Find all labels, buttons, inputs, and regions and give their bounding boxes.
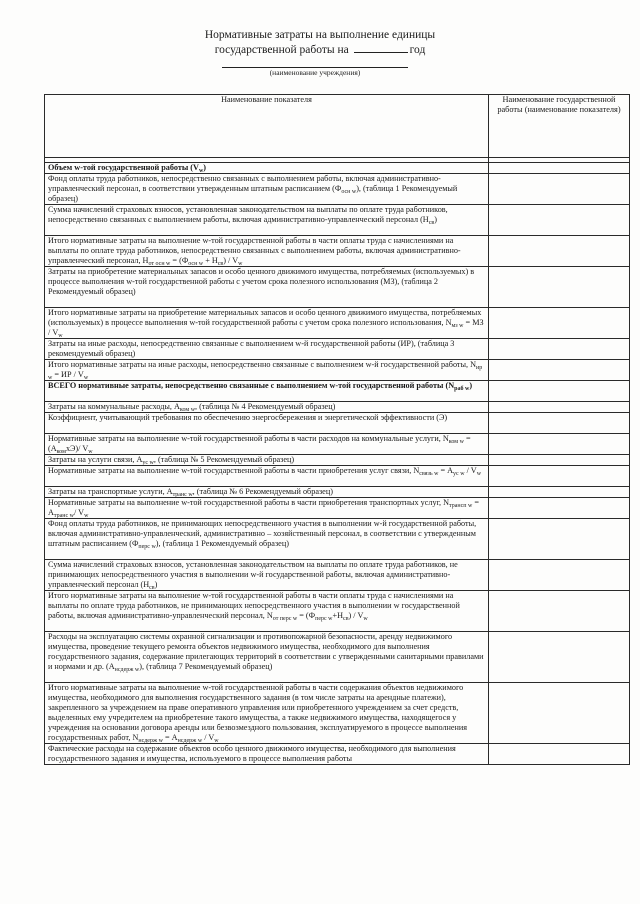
row-label: Затраты на приобретение материальных запасов и особо ценного движимого имущества, потребляемых (используемых) в процессе выполнения w-той государственной работы с учетом срока полезного использования (МЗ), (таблица 2 Рекомендуемый образец) <box>45 267 489 308</box>
table-row <box>45 402 630 413</box>
row-value-cell[interactable] <box>489 632 630 683</box>
row-label: Фактические расходы на содержание объектов особо ценного движимого имущества, необходимого для выполнения государственного задания и имущества, используемого в процессе выполнения работы <box>45 744 489 765</box>
row-label: Затраты на иные расходы, непосредственно связанные с выполнением w-й государственной работы (ИР), (таблица 3 рекомендуемый образец) <box>45 339 489 360</box>
row-label: Итого нормативные затраты на выполнение w-той государственной работы в части содержания объектов недвижимого имущества, необходимого для выполнения государственного задания (в том числе затраты на арендные платежи), закрепленного за учреждением на праве оперативного управления или приобретенного учреждением за счет средств, выделенных ему учредителем на приобретение такого имущества, а также недвижимого имущества, находящегося у учреждения на основании договора аренды или безвозмездного пользования, эксплуатируемого в процессе выполнения государственных работ, $N_{нсдерж w} = А_{нсдерж w} / V_w$ <box>45 683 489 744</box>
row-value-cell[interactable] <box>489 360 630 381</box>
table-row <box>45 205 630 236</box>
table-row <box>45 174 630 205</box>
row-value-cell[interactable] <box>489 402 630 413</box>
row-value-cell[interactable] <box>489 487 630 498</box>
row-value-cell[interactable] <box>489 308 630 339</box>
organization-caption: (наименование учреждения) <box>269 68 361 77</box>
row-value-cell[interactable] <box>489 381 630 402</box>
row-label: Коэффициент, учитывающий требования по обеспечению энергосбережения и энергетической эффективности (Э) <box>45 413 489 434</box>
table-row <box>45 413 630 434</box>
row-value-cell[interactable] <box>489 413 630 434</box>
table-row <box>45 683 630 744</box>
title-line-2 <box>150 43 490 58</box>
table-row <box>45 360 630 381</box>
table-row <box>45 498 630 519</box>
table-row <box>45 236 630 267</box>
row-label: Итого нормативные затраты на иные расходы, непосредственно связанные с выполнением w-й государственной работы, $N_{ир w}$ = ИР / $V_w$ <box>45 360 489 381</box>
table-row <box>45 308 630 339</box>
table-row <box>45 519 630 560</box>
row-value-cell[interactable] <box>489 174 630 205</box>
row-label: Сумма начислений страховых взносов, установленная законодательством на выплаты по оплате труда работников, не принимающих непосредственного участия в выполнении w-й государственной работы, включая административно-управленческий персонал $(Н_{св})$ <box>45 560 489 591</box>
row-value-cell[interactable] <box>489 236 630 267</box>
row-label: Затраты на коммунальные расходы, $А_{ком w}$, (таблица № 4 Рекомендуемый образец) <box>45 402 489 413</box>
row-label: Затраты на услуги связи, $А_{ус w}$, (таблица № 5 Рекомендуемый образец) <box>45 455 489 466</box>
document-title <box>150 28 490 58</box>
title-line-2-prefix: государственной работы на <box>214 44 349 56</box>
table-row <box>45 339 630 360</box>
table-row <box>45 560 630 591</box>
table-row <box>45 455 630 466</box>
row-value-cell[interactable] <box>489 498 630 519</box>
row-label: Итого нормативные затраты на выполнение w-той государственной работы в части оплаты труда с начислениями на выплаты по оплате труда работников, непосредственно связанных с выполнением работы, включая административно-управленческий персонал, $Н_{от осн w} = (Ф_{осн w} + Н_{св}) / V_w$ <box>45 236 489 267</box>
table-row <box>45 591 630 632</box>
table-row <box>45 487 630 498</box>
table-row <box>45 163 630 174</box>
row-label: ВСЕГО нормативные затраты, непосредственно связанные с выполнением w-той государственной работы $(N_{раб w})$ <box>45 381 489 402</box>
col-work-header: Наименование государственной работы (наименование показателя) <box>489 95 630 158</box>
cost-norms-table <box>44 94 630 765</box>
row-value-cell[interactable] <box>489 466 630 487</box>
row-label: Нормативные затраты на выполнение w-той государственной работы в части приобретения транспортных услуг, $N_{трансп w} = А_{транс w}/$ $V_w$ <box>45 498 489 519</box>
row-label: Расходы на эксплуатацию системы охранной сигнализации и противопожарной безопасности, аренду недвижимого имущества, проведение текущего ремонта объектов недвижимого имущества, необходимого для выполнения государственного задания, содержание прилегающих территорий в соответствии с утвержденными санитарными правилами и нормами и др. $(А_{нсдерж w})$, (таблица 7 Рекомендуемый образец) <box>45 632 489 683</box>
row-value-cell[interactable] <box>489 683 630 744</box>
row-label: Сумма начислений страховых взносов, установленная законодательством на выплаты по оплате труда работников, непосредственно связанных с выполнением работы, включая административно-управленческий персонал $(Н_{св})$ <box>45 205 489 236</box>
row-value-cell[interactable] <box>489 339 630 360</box>
row-value-cell[interactable] <box>489 434 630 455</box>
table-row <box>45 744 630 765</box>
row-label: Нормативные затраты на выполнение w-той государственной работы в части приобретения услуг связи, $N_{связь w} = А_{ус w} / V_w$ <box>45 466 489 487</box>
col-indicator-header: Наименование показателя <box>45 95 489 158</box>
row-label: Итого нормативные затраты на приобретение материальных запасов и особо ценного движимого имущества, потребляемых (используемых) в процессе выполнения w-той государственной работы с учетом срока полезного использования, $N_{мз w}$ = МЗ / $V_w$ <box>45 308 489 339</box>
row-label: Нормативные затраты на выполнение w-той государственной работы в части расходов на коммунальные услуги, $N_{ком w} = (А_{ком}хЭ)/$ $V_w$ <box>45 434 489 455</box>
row-value-cell[interactable] <box>489 744 630 765</box>
row-value-cell[interactable] <box>489 267 630 308</box>
row-value-cell[interactable] <box>489 163 630 174</box>
row-label: Затраты на транспортные услуги, $А_{транс w}$, (таблица № 6 Рекомендуемый образец) <box>45 487 489 498</box>
table-header-row <box>45 95 630 158</box>
title-line-1: Нормативные затраты на выполнение единицы <box>204 29 436 41</box>
row-value-cell[interactable] <box>489 560 630 591</box>
title-line-2-suffix: год <box>409 44 426 56</box>
row-value-cell[interactable] <box>489 455 630 466</box>
row-label: Фонд оплаты труда работников, не принимающих непосредственного участия в выполнении w-й государственной работы, включая административно-управленческий, административно – хозяйственный персонал, в соответствии с утвержденным штатным расписанием $(Ф_{перс w})$, (таблица 1 Рекомендуемый образец) <box>45 519 489 560</box>
row-value-cell[interactable] <box>489 591 630 632</box>
table-row <box>45 434 630 455</box>
year-blank <box>354 43 408 53</box>
table-row <box>45 466 630 487</box>
row-label: Итого нормативные затраты на выполнение w-той государственной работы в части оплаты труда с начислениями на выплаты по оплате труда работников, не принимающих непосредственного участия в выполнении w государственной работы, включая административно-управленческий персонал, $N_{от перс w} = (Ф_{перс w}+Н_{св}) / V_w$ <box>45 591 489 632</box>
row-label: Объем w-той государственной работы $(V_w)$ <box>45 163 489 174</box>
row-value-cell[interactable] <box>489 205 630 236</box>
table-row <box>45 381 630 402</box>
row-label: Фонд оплаты труда работников, непосредственно связанных с выполнением работы, включая административно-управленческий персонал, в соответствии утвержденным штатным расписанием $(Ф_{осн w})$, (таблица 1 Рекомендуемый образец) <box>45 174 489 205</box>
row-value-cell[interactable] <box>489 519 630 560</box>
table-row <box>45 632 630 683</box>
table-row <box>45 267 630 308</box>
